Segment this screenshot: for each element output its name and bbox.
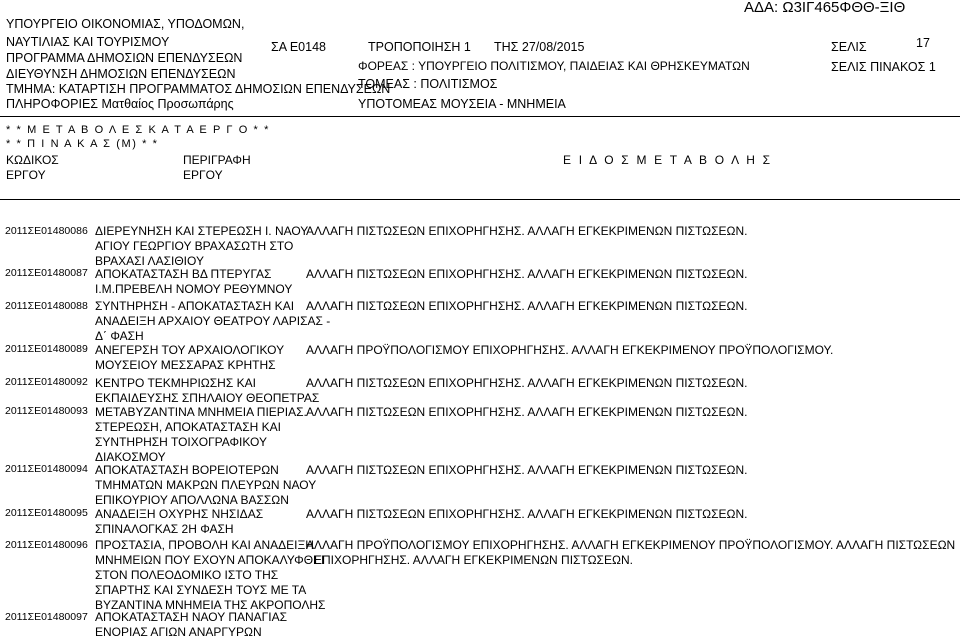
row-description [95, 610, 330, 640]
row-code: 2011ΣΕ01480094 [5, 463, 88, 475]
change-line: ΑΛΛΑΓΗ ΠΙΣΤΩΣΕΩΝ ΕΠΙΧΟΡΗΓΗΣΗΣ. ΑΛΛΑΓΗ ΕΓΚΕΚΡΙΜΕΝΩΝ ΠΙΣΤΩΣΕΩΝ. [306, 376, 748, 390]
row-change [306, 405, 747, 420]
desc-line: ΑΝΕΓΕΡΣΗ ΤΟΥ ΑΡΧΑΙΟΛΟΓΙΚΟΥ [95, 343, 285, 357]
change-line: ΑΛΛΑΓΗ ΠΙΣΤΩΣΕΩΝ ΕΠΙΧΟΡΗΓΗΣΗΣ. ΑΛΛΑΓΗ ΕΓΚΕΚΡΙΜΕΝΩΝ ΠΙΣΤΩΣΕΩΝ. [306, 299, 748, 313]
tropopoiisi: ΤΡΟΠΟΠΟΙΗΣΗ 1 [368, 40, 471, 54]
change-line: ΑΛΛΑΓΗ ΠΙΣΤΩΣΕΩΝ ΕΠΙΧΟΡΗΓΗΣΗΣ. ΑΛΛΑΓΗ ΕΓΚΕΚΡΙΜΕΝΩΝ ΠΙΣΤΩΣΕΩΝ. [306, 507, 748, 521]
desc-line: ΣΥΝΤΗΡΗΣΗ ΤΟΙΧΟΓΡΑΦΙΚΟΥ [95, 435, 267, 449]
col-header-code-sub: ΕΡΓΟΥ [6, 168, 46, 182]
row-code: 2011ΣΕ01480097 [5, 611, 88, 623]
row-code: 2011ΣΕ01480086 [5, 225, 88, 237]
desc-line: ΒΥΖΑΝΤΙΝΑ ΜΝΗΜΕΙΑ ΤΗΣ ΑΚΡΟΠΟΛΗΣ [95, 598, 326, 612]
desc-line: ΑΝΑΔΕΙΞΗ ΑΡΧΑΙΟΥ ΘΕΑΤΡΟΥ ΛΑΡΙΣΑΣ - [95, 314, 331, 328]
divider [0, 199, 960, 200]
row-description [95, 376, 330, 406]
row-change [306, 343, 833, 358]
org-line: ΝΑΥΤΙΛΙΑΣ ΚΑΙ ΤΟΥΡΙΣΜΟΥ [6, 35, 170, 49]
org-line: ΠΡΟΓΡΑΜΜΑ ΔΗΜΟΣΙΩΝ ΕΠΕΝΔΥΣΕΩΝ [6, 51, 243, 65]
row-description [95, 267, 330, 297]
page-number: 17 [916, 36, 930, 50]
desc-line: ΕΝΟΡΙΑΣ ΑΓΙΩΝ ΑΝΑΡΓΥΡΩΝ [95, 625, 262, 639]
row-description [95, 507, 330, 537]
col-header-desc-sub: ΕΡΓΟΥ [183, 168, 223, 182]
desc-line: ΑΝΑΔΕΙΞΗ ΟΧΥΡΗΣ ΝΗΣΙΔΑΣ [95, 507, 264, 521]
org-line: ΥΠΟΥΡΓΕΙΟ ΟΙΚΟΝΟΜΙΑΣ, ΥΠΟΔΟΜΩΝ, [6, 17, 245, 31]
row-description [95, 405, 330, 465]
row-description [95, 538, 330, 613]
tomeas: ΤΟΜΕΑΣ : ΠΟΛΙΤΙΣΜΟΣ [358, 77, 498, 91]
row-change [306, 224, 747, 239]
row-code: 2011ΣΕ01480087 [5, 267, 88, 279]
desc-line: ΣΠΙΝΑΛΟΓΚΑΣ 2Η ΦΑΣΗ [95, 522, 234, 536]
desc-line: ΜΟΥΣΕΙΟΥ ΜΕΣΣΑΡΑΣ ΚΡΗΤΗΣ [95, 358, 276, 372]
row-code: 2011ΣΕ01480095 [5, 507, 88, 519]
desc-line: ΜΝΗΜΕΙΩΝ ΠΟΥ ΕΧΟΥΝ ΑΠΟΚΑΛΥΦΘΕΙ [95, 553, 325, 567]
row-change [306, 267, 747, 282]
desc-line: Δ΄ ΦΑΣΗ [95, 329, 144, 343]
desc-line: ΜΕΤΑΒΥΖΑΝΤΙΝΑ ΜΝΗΜΕΙΑ ΠΙΕΡΙΑΣ. [95, 405, 307, 419]
change-line: ΑΛΛΑΓΗ ΠΡΟΫΠΟΛΟΓΙΣΜΟΥ ΕΠΙΧΟΡΗΓΗΣΗΣ. ΑΛΛΑΓΗ ΕΓΚΕΚΡΙΜΕΝΟΥ ΠΡΟΫΠΟΛΟΓΙΣΜΟΥ. [306, 343, 834, 357]
desc-line: ΣΥΝΤΗΡΗΣΗ - ΑΠΟΚΑΤΑΣΤΑΣΗ ΚΑΙ [95, 299, 295, 313]
row-description [95, 343, 330, 373]
row-code: 2011ΣΕ01480093 [5, 405, 88, 417]
desc-line: ΑΓΙΟΥ ΓΕΩΡΓΙΟΥ ΒΡΑΧΑΣΩΤΗ ΣΤΟ [95, 239, 294, 253]
col-header-type: Ε Ι Δ Ο Σ Μ Ε Τ Α Β Ο Λ Η Σ [563, 153, 773, 167]
change-line: ΑΛΛΑΓΗ ΠΙΣΤΩΣΕΩΝ ΕΠΙΧΟΡΗΓΗΣΗΣ. ΑΛΛΑΓΗ ΕΓΚΕΚΡΙΜΕΝΩΝ ΠΙΣΤΩΣΕΩΝ. [306, 405, 748, 419]
row-description [95, 299, 330, 344]
row-change [306, 299, 747, 314]
desc-line: ΣΠΑΡΤΗΣ ΚΑΙ ΣΥΝΔΕΣΗ ΤΟΥΣ ΜΕ ΤΑ [95, 583, 307, 597]
desc-line: ΣΤΕΡΕΩΣΗ, ΑΠΟΚΑΤΑΣΤΑΣΗ ΚΑΙ [95, 420, 282, 434]
row-change [306, 538, 955, 568]
section-title: * * Μ Ε Τ Α Β Ο Λ Ε Σ Κ Α Τ Α Ε Ρ Γ Ο * * [6, 124, 270, 136]
col-header-code: ΚΩΔΙΚΟΣ [6, 153, 59, 167]
desc-line: ΔΙΑΚΟΣΜΟΥ [95, 450, 166, 464]
desc-line: Ι.Μ.ΠΡΕΒΕΛΗ ΝΟΜΟΥ ΡΕΘΥΜΝΟΥ [95, 282, 293, 296]
desc-line: ΔΙΕΡΕΥΝΗΣΗ ΚΑΙ ΣΤΕΡΕΩΣΗ Ι. ΝΑΟΥ [95, 224, 309, 238]
row-code: 2011ΣΕ01480088 [5, 300, 88, 312]
change-line: ΑΛΛΑΓΗ ΠΙΣΤΩΣΕΩΝ ΕΠΙΧΟΡΗΓΗΣΗΣ. ΑΛΛΑΓΗ ΕΓΚΕΚΡΙΜΕΝΩΝ ΠΙΣΤΩΣΕΩΝ. [306, 463, 748, 477]
ada-code: ΑΔΑ: Ω3ΙΓ465ΦΘΘ-ΞΙΘ [744, 0, 906, 16]
table-title: * * Π Ι Ν Α Κ Α Σ (Μ) * * [6, 138, 159, 150]
desc-line: ΚΕΝΤΡΟ ΤΕΚΜΗΡΙΩΣΗΣ ΚΑΙ [95, 376, 256, 390]
desc-line: ΒΡΑΧΑΣΙ ΛΑΣΙΘΙΟΥ [95, 254, 204, 268]
change-line: ΕΠΙΧΟΡΗΓΗΣΗΣ. ΑΛΛΑΓΗ ΕΓΚΕΚΡΙΜΕΝΩΝ ΠΙΣΤΩΣΕΩΝ. [314, 553, 633, 567]
row-code: 2011ΣΕ01480092 [5, 376, 88, 388]
table-page-label: ΣΕΛΙΣ ΠΙΝΑΚΟΣ 1 [831, 60, 936, 74]
sa-code: ΣΑ Ε0148 [271, 40, 326, 54]
desc-line: ΑΠΟΚΑΤΑΣΤΑΣΗ ΒΟΡΕΙΟΤΕΡΩΝ [95, 463, 279, 477]
row-change [306, 463, 747, 478]
row-description [95, 463, 330, 508]
change-line: ΑΛΛΑΓΗ ΠΙΣΤΩΣΕΩΝ ΕΠΙΧΟΡΗΓΗΣΗΣ. ΑΛΛΑΓΗ ΕΓΚΕΚΡΙΜΕΝΩΝ ΠΙΣΤΩΣΕΩΝ. [306, 224, 748, 238]
page-label: ΣΕΛΙΣ [831, 40, 867, 54]
change-line: ΑΛΛΑΓΗ ΠΙΣΤΩΣΕΩΝ ΕΠΙΧΟΡΗΓΗΣΗΣ. ΑΛΛΑΓΗ ΕΓΚΕΚΡΙΜΕΝΩΝ ΠΙΣΤΩΣΕΩΝ. [306, 267, 748, 281]
org-line: ΤΜΗΜΑ: ΚΑΤΑΡΤΙΣΗ ΠΡΟΓΡΑΜΜΑΤΟΣ ΔΗΜΟΣΙΩΝ ΕΠΕΝΔΥΣΕΩΝ [6, 82, 391, 96]
desc-line: ΑΠΟΚΑΤΑΣΤΑΣΗ ΝΑΟΥ ΠΑΝΑΓΙΑΣ [95, 610, 288, 624]
desc-line: ΕΠΙΚΟΥΡΙΟΥ ΑΠΟΛΛΩΝΑ ΒΑΣΣΩΝ [95, 493, 289, 507]
desc-line: ΣΤΟΝ ΠΟΛΕΟΔΟΜΙΚΟ ΙΣΤΟ ΤΗΣ [95, 568, 279, 582]
org-line: ΔΙΕΥΘΥΝΣΗ ΔΗΜΟΣΙΩΝ ΕΠΕΝΔΥΣΕΩΝ [6, 67, 236, 81]
row-change [306, 507, 747, 522]
row-code: 2011ΣΕ01480089 [5, 343, 88, 355]
desc-line: ΠΡΟΣΤΑΣΙΑ, ΠΡΟΒΟΛΗ ΚΑΙ ΑΝΑΔΕΙΞΗ [95, 538, 314, 552]
row-change [306, 376, 747, 391]
row-code: 2011ΣΕ01480096 [5, 539, 88, 551]
col-header-desc: ΠΕΡΙΓΡΑΦΗ [183, 153, 251, 167]
row-description [95, 224, 330, 269]
desc-line: ΤΜΗΜΑΤΩΝ ΜΑΚΡΩΝ ΠΛΕΥΡΩΝ ΝΑΟΥ [95, 478, 317, 492]
document-date: ΤΗΣ 27/08/2015 [494, 40, 585, 54]
divider [0, 116, 960, 117]
desc-line: ΑΠΟΚΑΤΑΣΤΑΣΗ ΒΔ ΠΤΕΡΥΓΑΣ [95, 267, 272, 281]
ypotomeas: ΥΠΟΤΟΜΕΑΣ ΜΟΥΣΕΙΑ - ΜΝΗΜΕΙΑ [358, 97, 566, 111]
info-line: ΠΛΗΡΟΦΟΡΙΕΣ Ματθαίος Προσωπάρης [6, 97, 234, 111]
foreas: ΦΟΡΕΑΣ : ΥΠΟΥΡΓΕΙΟ ΠΟΛΙΤΙΣΜΟΥ, ΠΑΙΔΕΙΑΣ ΚΑΙ ΘΡΗΣΚΕΥΜΑΤΩΝ [358, 59, 750, 73]
desc-line: ΕΚΠΑΙΔΕΥΣΗΣ ΣΠΗΛΑΙΟΥ ΘΕΟΠΕΤΡΑΣ [95, 391, 320, 405]
change-line: ΑΛΛΑΓΗ ΠΡΟΫΠΟΛΟΓΙΣΜΟΥ ΕΠΙΧΟΡΗΓΗΣΗΣ. ΑΛΛΑΓΗ ΕΓΚΕΚΡΙΜΕΝΟΥ ΠΡΟΫΠΟΛΟΓΙΣΜΟΥ. ΑΛΛΑΓΗ ΠΙΣΤΩΣΕΩΝ [306, 538, 956, 552]
